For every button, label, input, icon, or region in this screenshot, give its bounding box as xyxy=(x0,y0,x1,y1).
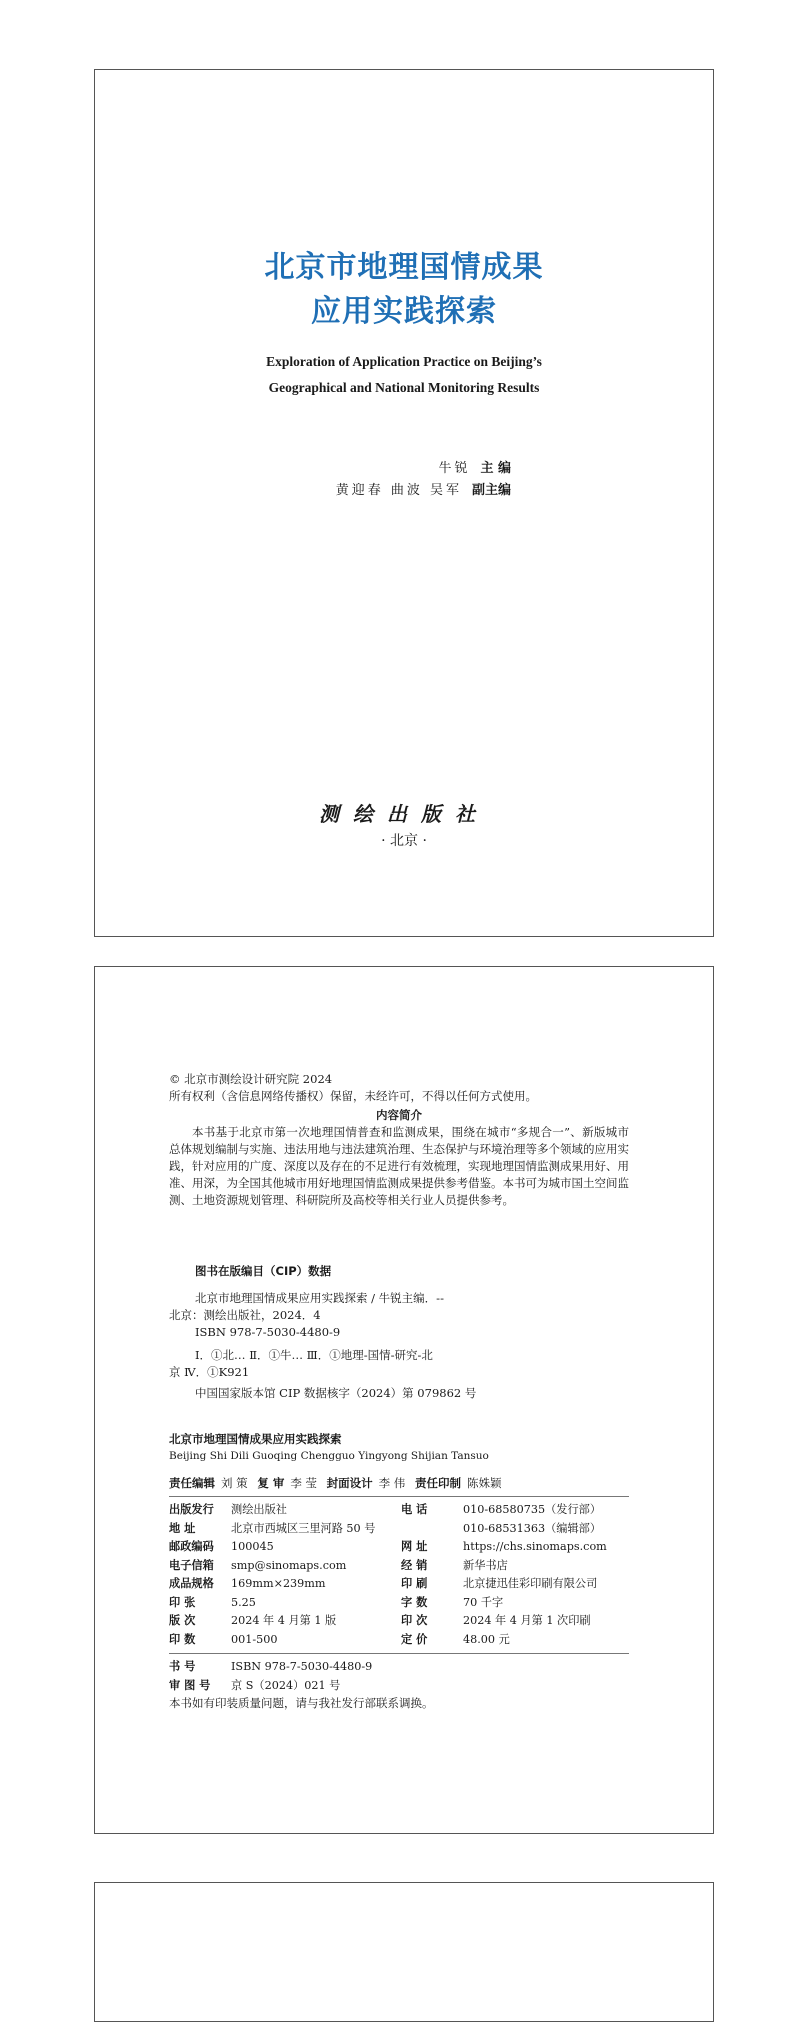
cip-line-1: 北京市地理国情成果应用实践探索 / 牛锐主编．-- xyxy=(195,1291,444,1305)
staff-role: 封面设计 xyxy=(326,1476,373,1490)
next-page xyxy=(94,1882,714,2022)
staff-role: 责任印制 xyxy=(414,1476,461,1490)
book-title-line-1: 北京市地理国情成果 xyxy=(264,250,544,285)
rights-line: 所有权利（含信息网络传播权）保留，未经许可，不得以任何方式使用。 xyxy=(169,1089,537,1103)
cip-block xyxy=(169,1263,629,1402)
table-row: 电子信箱 smp@sinomaps.com 经 销 新华书店 xyxy=(169,1558,508,1572)
book-title-line-2: 应用实践探索 xyxy=(311,294,497,329)
cip-isbn: ISBN 978-7-5030-4480-9 xyxy=(195,1325,341,1339)
staff-name: 陈姝颖 xyxy=(466,1476,502,1490)
summary-heading: 内容简介 xyxy=(376,1108,422,1122)
cip-line-2: 北京：测绘出版社，2024．4 xyxy=(169,1308,321,1322)
summary-text: 本书基于北京市第一次地理国情普查和监测成果，围绕在城市“多规合一”、新版城市总体规划编制与实施、违法用地与违法建筑治理、生态保护与环境治理等多个领域的应用实践，针对应用的广度、深度以及存在的不足进行有效梳理，实现地理国情监测成果用好、用准、用深，为全国其他城市用好地理国情监测成果提供参考借鉴。本书可为城市国土空间监测、土地资源规划管理、科研院所及高校等相关行业人员提供参考。 xyxy=(169,1125,629,1207)
chief-editor-role: 主 编 xyxy=(480,461,511,476)
chief-editor-names: 牛锐 xyxy=(438,461,471,476)
copyright-block xyxy=(169,1071,629,1209)
cip-number: 中国国家版本馆 CIP 数据核字（2024）第 079862 号 xyxy=(195,1386,477,1400)
staff-role: 责任编辑 xyxy=(169,1476,215,1490)
staff-name: 李 莹 xyxy=(290,1476,317,1490)
review-value: 京 S（2024）021 号 xyxy=(231,1678,341,1692)
isbn-label: 书 号 xyxy=(169,1660,196,1673)
isbn-table xyxy=(169,1658,629,1695)
isbn-value: ISBN 978-7-5030-4480-9 xyxy=(231,1660,373,1673)
table-row: 印 张 5.25 字 数 70 千字 xyxy=(169,1595,504,1609)
table-row: 印 数 001-500 定 价 48.00 元 xyxy=(169,1632,510,1646)
table-row: 出版发行 测绘出版社 电 话 010-68580735（发行部） xyxy=(169,1503,602,1516)
cip-class-line-2: 京 Ⅳ．①K921 xyxy=(169,1365,250,1379)
table-row xyxy=(169,1677,629,1696)
divider xyxy=(169,1653,629,1654)
table-row: 版 次 2024 年 4 月第 1 版 印 次 2024 年 4 月第 1 次印刷 xyxy=(169,1614,591,1627)
title-page xyxy=(94,69,714,937)
staff-name: 李 伟 xyxy=(378,1476,406,1490)
publication-details-table xyxy=(169,1501,629,1649)
review-label: 审 图 号 xyxy=(169,1678,211,1692)
staff-role: 复 审 xyxy=(257,1476,285,1490)
table-row: 邮政编码 100045 网 址 https://chs.sinomaps.com xyxy=(169,1540,607,1553)
book-title-cn: 北京市地理国情成果应用实践探索 xyxy=(169,1432,342,1446)
divider xyxy=(169,1496,629,1497)
deputy-editor-names: 黄迎春 曲波 吴军 xyxy=(335,483,462,498)
chief-editor xyxy=(438,458,511,480)
publisher-city: · 北京 · xyxy=(381,833,427,849)
cip-heading: 图书在版编目（CIP）数据 xyxy=(195,1264,332,1278)
book-title-pinyin: Beijing Shi Dili Guoqing Chengguo Yingyong Shijian Tansuo xyxy=(169,1450,489,1462)
staff-name: 刘 策 xyxy=(221,1476,248,1490)
cip-class-line-1: Ⅰ．①北… Ⅱ．①牛… Ⅲ．①地理-国情-研究-北 xyxy=(195,1348,433,1362)
english-title-line-2: Geographical and National Monitoring Results xyxy=(268,380,540,395)
table-row: 地 址 北京市西城区三里河路 50 号 010-68531363（编辑部） xyxy=(169,1521,602,1535)
staff-credits xyxy=(169,1475,629,1492)
table-row: 成品规格 169mm×239mm 印 刷 北京捷迅佳彩印刷有限公司 xyxy=(169,1577,598,1590)
imprint-block xyxy=(169,1431,629,1712)
copyright-page xyxy=(94,966,714,1834)
deputy-editors xyxy=(336,480,511,502)
table-row xyxy=(169,1658,629,1677)
copyright-line: © 北京市测绘设计研究院 2024 xyxy=(169,1072,333,1086)
publisher-logo: 测绘出版社 xyxy=(319,802,489,826)
deputy-editor-role: 副主编 xyxy=(471,483,511,498)
quality-note: 本书如有印装质量问题，请与我社发行部联系调换。 xyxy=(169,1696,434,1710)
english-title-line-1: Exploration of Application Practice on Beijing’s xyxy=(266,354,542,369)
